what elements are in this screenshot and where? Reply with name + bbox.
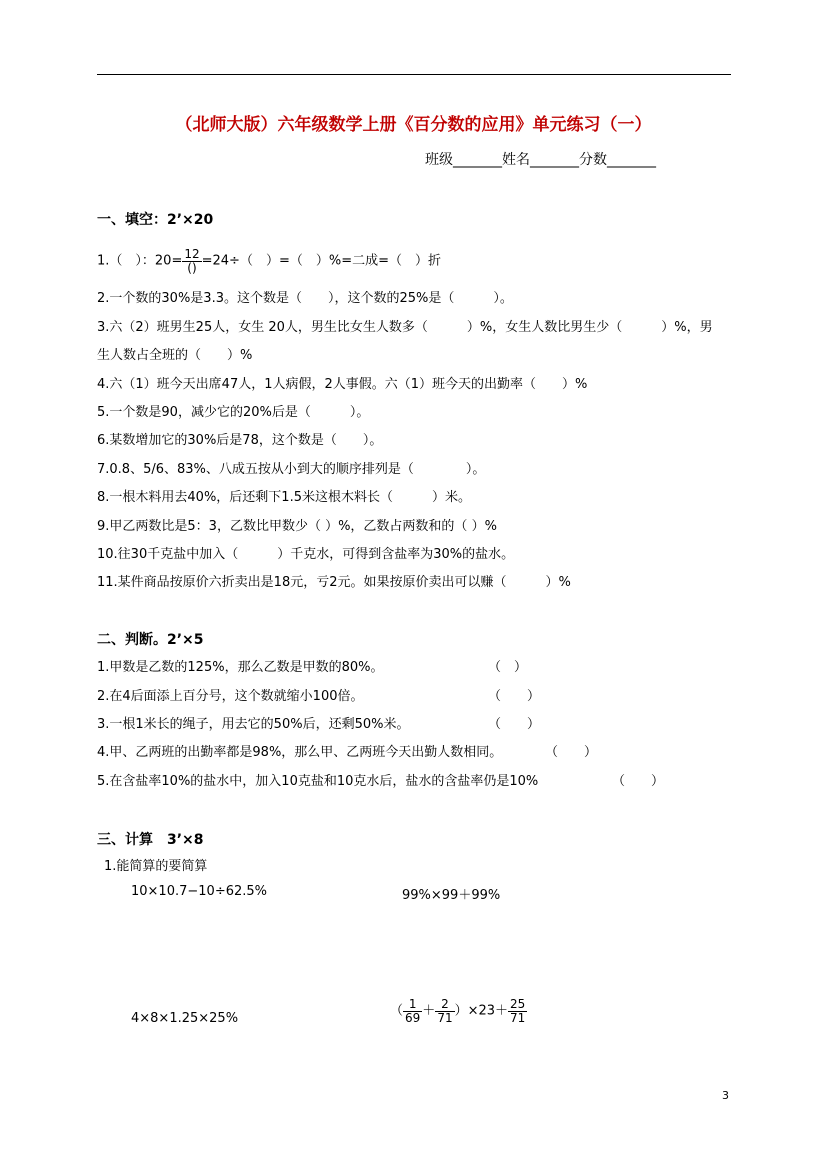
judge-item-2: 2.在4后面添上百分号，这个数就缩小100倍。	[97, 689, 364, 704]
expr4-fraction-3	[508, 998, 527, 1024]
q1-fraction-denominator: ()	[187, 260, 197, 275]
judge-paren-4: （ ）	[545, 745, 598, 760]
question-1-3-cont: 生人数占全班的（ ）%	[97, 348, 253, 363]
q1-fraction-numerator: 12	[184, 247, 200, 261]
question-1-2: 2.一个数的30%是3.3。这个数是（ ），这个数的25%是（ ）。	[97, 291, 513, 306]
expr4-f3-numerator: 25	[510, 997, 526, 1011]
section-3-heading: 三、计算 3’×8	[97, 832, 204, 848]
top-rule	[97, 74, 731, 75]
judge-paren-3: （ ）	[488, 717, 541, 732]
q1-prefix: 1.（ ）：20=	[97, 253, 183, 269]
expr4-fraction-1	[403, 998, 422, 1024]
section-1-heading: 一、填空：2’×20	[97, 212, 214, 228]
question-1-9: 9.甲乙两数比是5：3，乙数比甲数少（ ）%，乙数占两数和的（ ）%	[97, 519, 497, 534]
question-1-4: 4.六（1）班今天出席47人，1人病假，2人事假。六（1）班今天的出勤率（ ）%	[97, 377, 588, 392]
judge-item-5: 5.在含盐率10%的盐水中，加入10克盐和10克水后，盐水的含盐率仍是10%	[97, 774, 539, 789]
expr4-f2-denominator: 71	[437, 1010, 453, 1025]
calc-instruction: 1.能简算的要简算	[104, 859, 208, 874]
section-2-heading: 二、判断。2’×5	[97, 632, 204, 648]
page-number: 3	[722, 1089, 729, 1102]
expr4-f3-denominator: 71	[510, 1010, 526, 1025]
student-info-line: 班级_______姓名_______分数_______	[425, 152, 656, 168]
expr4-plus: ＋	[422, 1003, 436, 1019]
expr4-fraction-2	[435, 998, 454, 1024]
expr4-f1-denominator: 69	[405, 1010, 421, 1025]
calc-expression-1: 10×10.7−10÷62.5%	[131, 884, 268, 899]
q1-fraction	[182, 248, 201, 274]
expr4-middle: ）×23＋	[454, 1003, 509, 1019]
calc-expression-4	[390, 998, 527, 1024]
expr4-f1-numerator: 1	[403, 998, 422, 1012]
judge-item-4: 4.甲、乙两班的出勤率都是98%，那么甲、乙两班今天出勤人数相同。	[97, 745, 503, 760]
judge-item-3: 3.一根1米长的绳子，用去它的50%后，还剩50%米。	[97, 717, 410, 732]
question-1-6: 6.某数增加它的30%后是78，这个数是（ ）。	[97, 433, 383, 448]
question-1-8: 8.一根木料用去40%，后还剩下1.5米这根木料长（ ）米。	[97, 490, 471, 505]
judge-paren-5: （ ）	[612, 774, 665, 789]
question-1-7: 7.0.8、5/6、83%、八成五按从小到大的顺序排列是（ ）。	[97, 462, 486, 477]
expr4-open-paren: （	[390, 1003, 404, 1019]
question-1-1	[97, 248, 441, 274]
question-1-10: 10.往30千克盐中加入（ ）千克水，可得到含盐率为30%的盐水。	[97, 547, 515, 562]
question-1-11: 11.某件商品按原价六折卖出是18元，亏2元。如果按原价卖出可以赚（ ）%	[97, 575, 571, 590]
calc-expression-3: 4×8×1.25×25%	[131, 1011, 239, 1026]
judge-paren-2: （ ）	[488, 689, 541, 704]
judge-paren-1: （ ）	[488, 660, 528, 675]
q1-suffix: =24÷（ ）=（ ）%=二成=（ ）折	[201, 253, 441, 269]
judge-item-1: 1.甲数是乙数的125%，那么乙数是甲数的80%。	[97, 660, 384, 675]
question-1-3: 3.六（2）班男生25人，女生 20人，男生比女生人数多（ ）%，女生人数比男生少（ ）%，男	[97, 320, 713, 335]
question-1-5: 5.一个数是90，减少它的20%后是（ ）。	[97, 405, 370, 420]
expr4-f2-numerator: 2	[435, 998, 454, 1012]
calc-expression-2: 99%×99＋99%	[402, 888, 501, 903]
page-title: （北师大版）六年级数学上册《百分数的应用》单元练习（一）	[175, 115, 652, 135]
